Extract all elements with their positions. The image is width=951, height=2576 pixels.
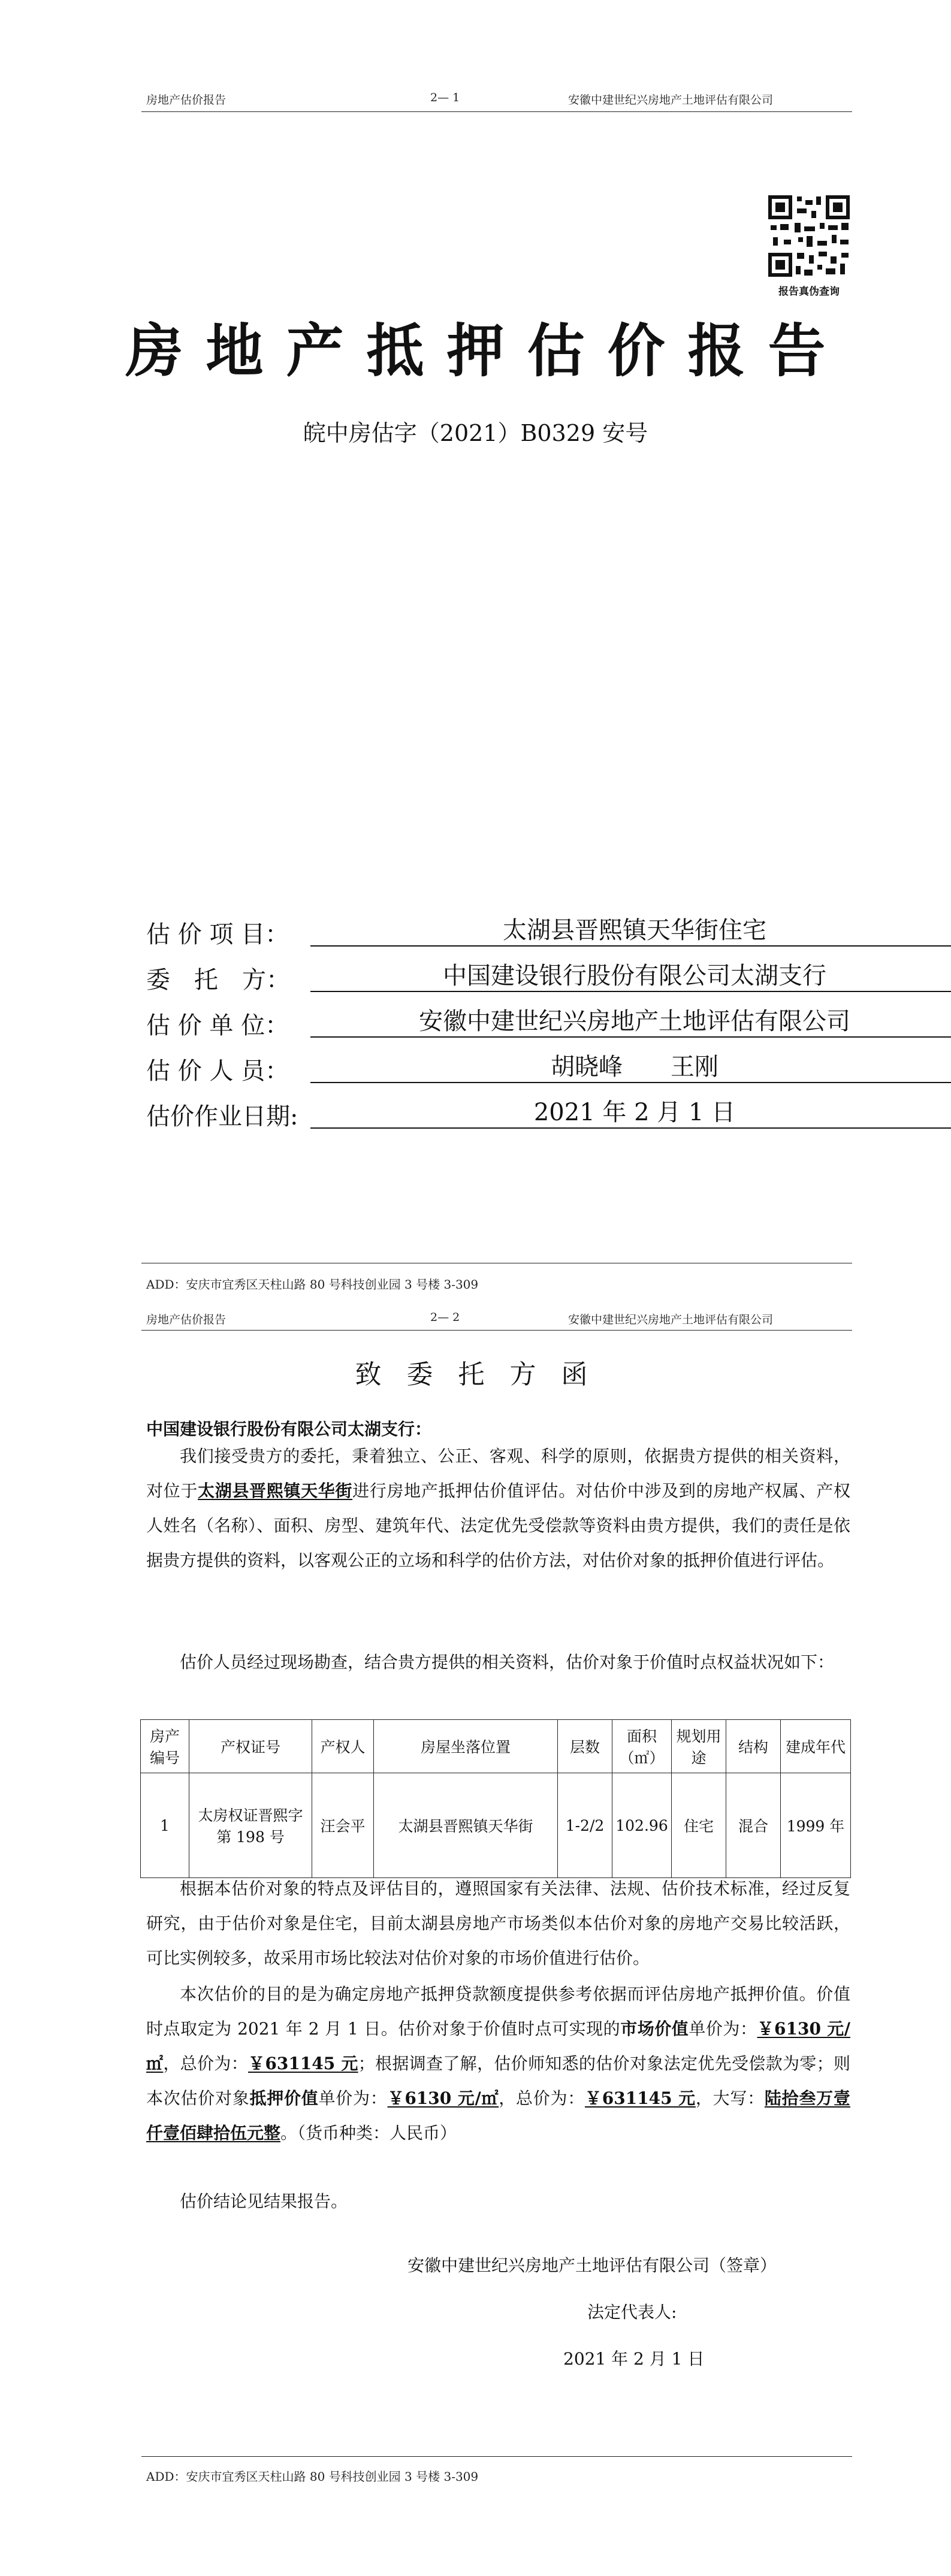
column-header: 房屋坐落位置	[374, 1720, 558, 1773]
table-cell: 102.96	[612, 1773, 672, 1878]
paragraph-survey: 估价人员经过现场勘查，结合贵方提供的相关资料，估价对象于价值时点权益状况如下：	[180, 1652, 835, 1672]
field-work-date-value: 2021 年 2 月 1 日	[310, 1097, 951, 1129]
signature-legal-representative: 法定代表人:	[587, 2302, 677, 2322]
signature-company: 安徽中建世纪兴房地产土地评估有限公司（签章）	[407, 2255, 777, 2275]
paragraph-commission-text-c: 进行房地产抵押估价值评估。对估价中涉及到的房地产权属、产权人姓名（名称）、面积、房型、建筑年代、法定优先受偿款等资料由贵方提供，我们的责任是依据贵方提供的资料，以客观公正的立场和科学的估价方法，对估价对象的抵押价值进行评估。	[146, 1481, 850, 1570]
paragraph-valuation-text: 单价为：	[689, 2019, 757, 2039]
property-table	[140, 1719, 851, 1878]
paragraph-valuation-text: 本次估价的目的是为确定房地产抵押贷款额度提供参考依据而评估房地产抵押价值。价值时点取定为 2021 年 2 月 1 日。估价对象于价值时点可实现的	[146, 1984, 850, 2039]
paragraph-valuation-text: 。（货币种类：人民币）	[280, 2123, 457, 2143]
column-header: 规划用途	[672, 1720, 726, 1773]
market-value-label: 市场价值	[620, 2019, 689, 2039]
page1-header-left: 房地产估价报告	[146, 93, 227, 107]
field-appraisers-label: 估 价 人 员：	[146, 1057, 289, 1085]
paragraph-valuation-text: ，总价为：	[163, 2054, 249, 2073]
paragraph-method: 根据本估价对象的特点及评估目的，遵照国家有关法律、法规、估价技术标准，经过反复研究，由于估价对象是住宅，目前太湖县房地产市场类似本估价对象的房地产交易比较活跃，可比实例较多，故采用市场比较法对估价对象的市场价值进行估价。	[146, 1879, 850, 1968]
column-header: 产权证号	[189, 1720, 312, 1773]
qr-caption: 报告真伪查询	[778, 286, 840, 298]
field-client-label: 委 托 方：	[146, 966, 290, 994]
table-cell: 混合	[726, 1773, 781, 1878]
paragraph-valuation-text: ，总价为：	[499, 2088, 585, 2108]
market-unit-price: ￥6130 元/㎡	[146, 2019, 850, 2073]
field-client-value: 中国建设银行股份有限公司太湖支行	[310, 961, 951, 992]
page1-header-page-number: 2— 1	[430, 91, 460, 104]
page2-footer-rule	[141, 2456, 852, 2457]
column-header: 房产编号	[141, 1720, 189, 1773]
letter-title: 致 委 托 方 函	[355, 1359, 596, 1390]
field-work-date-label: 估价作业日期:	[146, 1103, 298, 1130]
table-cell: 太房权证晋熙字第 198 号	[189, 1773, 312, 1878]
qr-code-icon[interactable]	[768, 195, 850, 277]
mortgage-unit-price: ￥6130 元/㎡	[387, 2088, 499, 2108]
paragraph-valuation	[146, 1977, 850, 2151]
field-appraiser-unit-label: 估 价 单 位：	[146, 1012, 289, 1039]
mortgage-total-price: ￥631145 元	[585, 2088, 696, 2108]
page2-header-right: 安徽中建世纪兴房地产土地评估有限公司	[568, 1313, 774, 1326]
paragraph-commission	[146, 1439, 850, 1578]
table-cell: 1999 年	[781, 1773, 851, 1878]
report-title: 房地产抵押估价报告	[125, 317, 849, 385]
paragraph-commission-text-a: 我们接受贵方的委托，秉着独立、公正、客观、科学的原则，依据贵方提供的相关资料，对位于	[146, 1446, 850, 1501]
paragraph-conclusion: 估价结论见结果报告。	[180, 2191, 348, 2211]
letter-salutation: 中国建设银行股份有限公司太湖支行：	[146, 1419, 432, 1439]
amount-in-words: 陆拾叁万壹仟壹佰肆拾伍元整	[146, 2088, 850, 2143]
page1-footer-address: ADD：安庆市宜秀区天柱山路 80 号科技创业园 3 号楼 3-309	[146, 1277, 479, 1292]
table-cell: 住宅	[672, 1773, 726, 1878]
table-cell: 太湖县晋熙镇天华街	[374, 1773, 558, 1878]
column-header: 层数	[558, 1720, 612, 1773]
property-location: 太湖县晋熙镇天华街	[198, 1481, 353, 1501]
page2-header-page-number: 2— 2	[430, 1311, 460, 1324]
table-cell: 汪会平	[312, 1773, 374, 1878]
table-cell: 1	[141, 1773, 189, 1878]
column-header: 建成年代	[781, 1720, 851, 1773]
page2-footer-address: ADD：安庆市宜秀区天柱山路 80 号科技创业园 3 号楼 3-309	[146, 2469, 479, 2484]
field-project-label: 估 价 项 目：	[146, 921, 289, 948]
page1-header-rule	[141, 111, 852, 112]
column-header: 面积（㎡）	[612, 1720, 672, 1773]
paragraph-valuation-text: ；根据调查了解，估价师知悉的估价对象法定优先受偿款为零；则本次估价对象	[146, 2054, 850, 2108]
column-header: 产权人	[312, 1720, 374, 1773]
paragraph-valuation-text: 单价为：	[318, 2088, 388, 2108]
field-appraiser-unit-value: 安徽中建世纪兴房地产土地评估有限公司	[310, 1006, 951, 1038]
signature-date: 2021 年 2 月 1 日	[563, 2349, 705, 2369]
market-total-price: ￥631145 元	[248, 2054, 358, 2073]
mortgage-value-label: 抵押价值	[249, 2088, 319, 2108]
page2-header-left: 房地产估价报告	[146, 1313, 227, 1326]
report-number: 皖中房估字（2021）B0329 安号	[303, 420, 648, 446]
field-project-value: 太湖县晋熙镇天华街住宅	[310, 915, 951, 947]
table-cell: 1-2/2	[558, 1773, 612, 1878]
column-header: 结构	[726, 1720, 781, 1773]
table-header-row	[141, 1720, 851, 1773]
page1-header-right: 安徽中建世纪兴房地产土地评估有限公司	[568, 93, 774, 107]
page2-header-rule	[141, 1330, 852, 1331]
paragraph-valuation-text: ，大写：	[695, 2088, 765, 2108]
table-row	[141, 1773, 851, 1878]
field-appraisers-value: 胡晓峰 王刚	[310, 1052, 951, 1083]
